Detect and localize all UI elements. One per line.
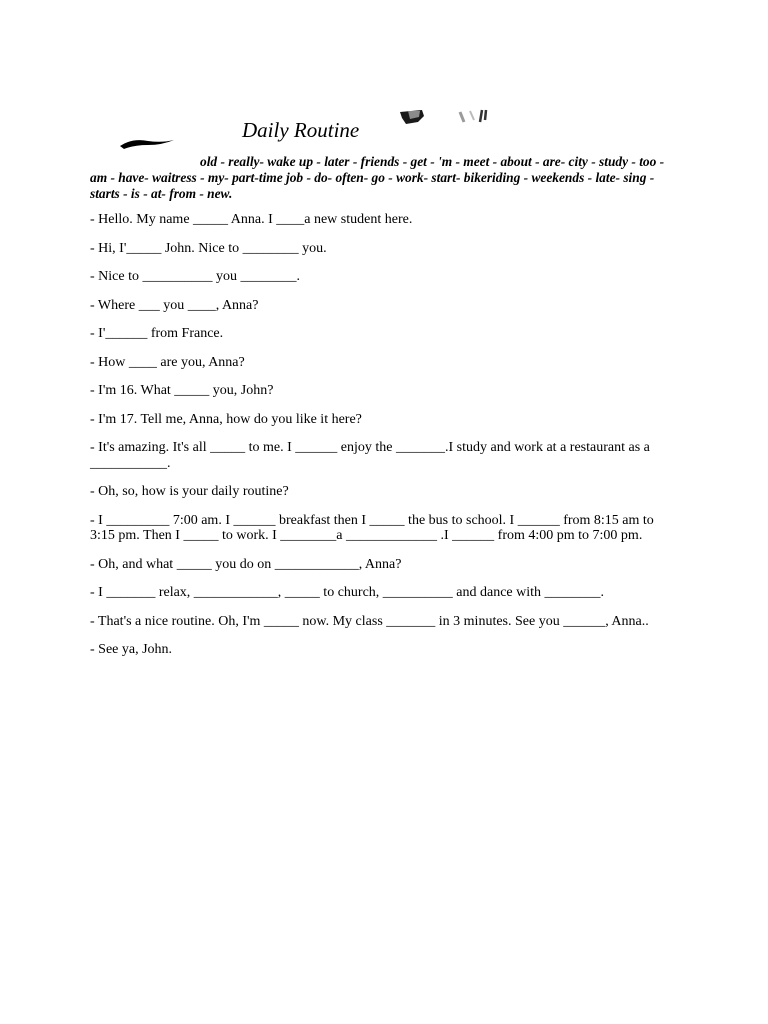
dialogue-line: - I'm 17. Tell me, Anna, how do you like it here?	[90, 411, 362, 427]
dialogue-line: - Hi, I'_____ John. Nice to ________ you.	[90, 240, 327, 256]
dialogue-line: - I _________ 7:00 am. I ______ breakfast then I _____ the bus to school. I ______ from 8:15 am to 3:15 pm. Then I _____ to work. I ________a _____________ .I ______ from 4:00 pm to 7:00 pm.	[90, 512, 654, 543]
dialogue-line: - I'm 16. What _____ you, John?	[90, 383, 274, 398]
dialogue	[90, 212, 680, 658]
clipart-fragment-icon	[398, 108, 494, 128]
word-bank-text: old - really- wake up - later - friends - get - 'm - meet - about - are- city - study - too - am - have- waitress - my- part-time job - do- often- go - work- start- bikeriding - weekends - late- sing - starts - is - at- from - new.	[90, 154, 665, 201]
dialogue-line: - Hello. My name _____ Anna. I ____a new student here.	[90, 212, 413, 227]
dialogue-line: - Nice to __________ you ________.	[90, 269, 300, 284]
dialogue-line: - Oh, and what _____ you do on ____________, Anna?	[90, 556, 402, 572]
dialogue-line: - See ya, John.	[90, 642, 173, 657]
dialogue-line: - It's amazing. It's all _____ to me. I ______ enjoy the _______.I study and work at a restaurant as a ___________.	[90, 440, 650, 471]
dialogue-line: - I'______ from France.	[90, 326, 224, 341]
dialogue-line: - I _______ relax, ____________, _____ to church, __________ and dance with ________.	[90, 585, 605, 600]
page-title: Daily Routine	[242, 118, 360, 142]
word-bank	[90, 154, 680, 202]
dialogue-line: - How ____ are you, Anna?	[90, 354, 245, 370]
dialogue-line: - Oh, so, how is your daily routine?	[90, 484, 289, 499]
dialogue-line: - That's a nice routine. Oh, I'm _____ now. My class _______ in 3 minutes. See you ______, Anna..	[90, 613, 649, 629]
dialogue-line: - Where ___ you ____, Anna?	[90, 297, 259, 313]
brush-stroke-icon	[118, 136, 178, 152]
